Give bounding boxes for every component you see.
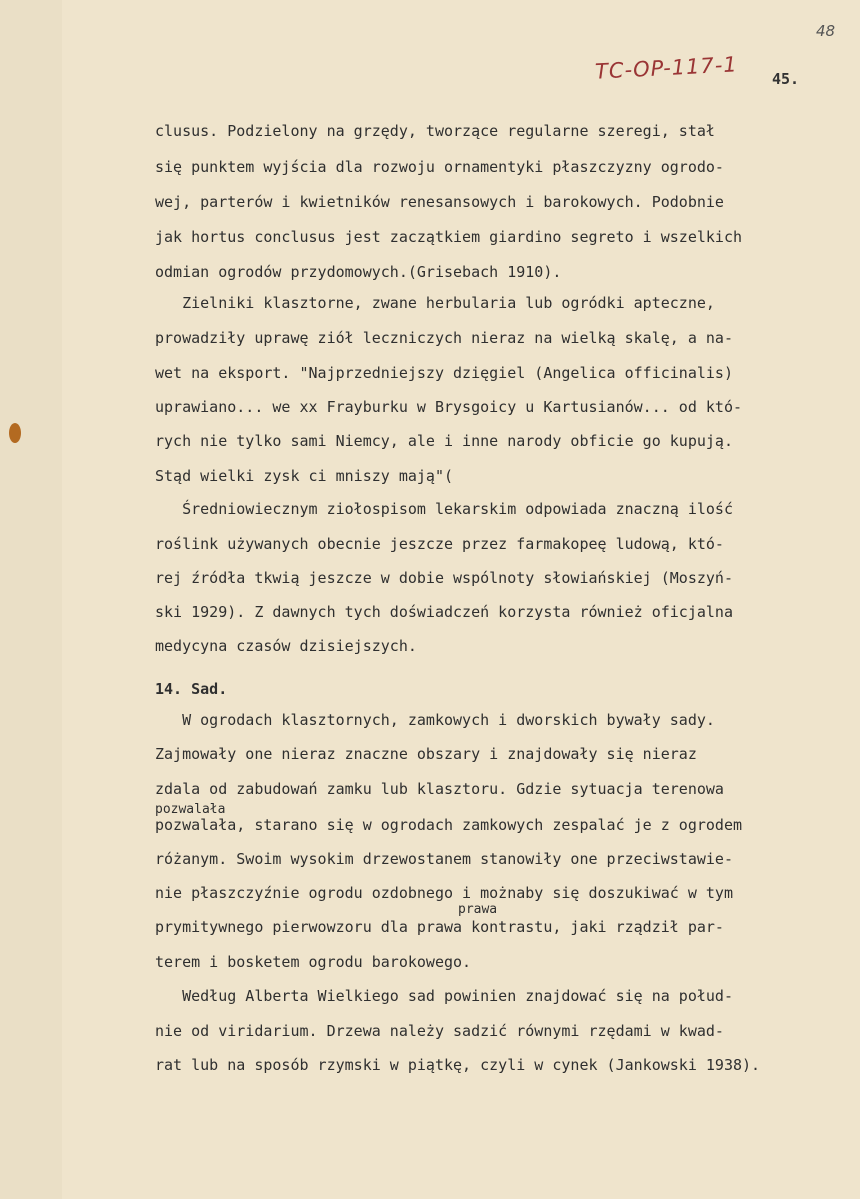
text-line: Średniowiecznym ziołospisom lekarskim odpowiada znaczną ilość [155,500,733,518]
text-line: różanym. Swoim wysokim drzewostanem stanowiły one przeciwstawie- [155,850,733,868]
text-line: Zielniki klasztorne, zwane herbularia lub ogródki apteczne, [155,294,715,312]
text-line: rych nie tylko sami Niemcy, ale i inne narody obficie go kupują. [155,432,733,450]
text-line: medycyna czasów dzisiejszych. [155,637,417,655]
interlinear-insertion: pozwalała [155,802,226,817]
text-line: roślink używanych obecnie jeszcze przez farmakopeę ludową, któ- [155,535,724,553]
text-line: Zajmowały one nieraz znaczne obszary i znajdowały się nieraz [155,745,697,763]
archive-stamp: TC-OP-117-1 [594,52,739,84]
text-line: uprawiano... we xx Frayburku w Brysgoicy u Kartusianów... od któ- [155,398,742,416]
text-line: jak hortus conclusus jest zaczątkiem giardino segreto i wszelkich [155,228,742,246]
text-line: wej, parterów i kwietników renesansowych i barokowych. Podobnie [155,193,724,211]
text-line: wet na eksport. "Najprzedniejszy dzięgiel (Angelica officinalis) [155,364,733,382]
text-line: prowadziły uprawę ziół leczniczych nieraz na wielką skalę, a na- [155,329,733,347]
text-line: prymitywnego pierwowzoru dla prawa kontrastu, jaki rządził par- [155,918,724,936]
document-page [62,0,860,1199]
section-heading: 14. Sad. [155,680,228,698]
text-line: odmian ogrodów przydomowych.(Grisebach 1910). [155,263,562,281]
text-line: nie od viridarium. Drzewa należy sadzić równymi rzędami w kwad- [155,1022,724,1040]
interlinear-insertion: prawa [458,902,498,917]
text-line: zdala od zabudowań zamku lub klasztoru. Gdzie sytuacja terenowa [155,780,724,798]
text-line: clusus. Podzielony na grzędy, tworzące regularne szeregi, stał [155,122,715,140]
page-number: 45. [772,70,800,88]
text-line: nie płaszczyźnie ogrodu ozdobnego i możnaby się doszukiwać w tym [155,884,733,902]
text-line: rat lub na sposób rzymski w piątkę, czyli w cynek (Jankowski 1938). [155,1056,761,1074]
text-line: Według Alberta Wielkiego sad powinien znajdować się na połud- [155,987,733,1005]
text-line: się punktem wyjścia dla rozwoju ornamentyki płaszczyzny ogrodo- [155,158,724,176]
text-line: terem i bosketem ogrodu barokowego. [155,953,472,971]
text-line: ski 1929). Z dawnych tych doświadczeń korzysta również oficjalna [155,603,733,621]
previous-page-edge [0,0,63,1199]
text-line: pozwalała, starano się w ogrodach zamkowych zespalać je z ogrodem [155,816,742,834]
binding-hole [9,423,21,443]
text-line: W ogrodach klasztornych, zamkowych i dworskich bywały sady. [155,711,715,729]
text-line: Stąd wielki zysk ci mniszy mają"( [155,467,454,485]
text-line: rej źródła tkwią jeszcze w dobie wspólnoty słowiańskiej (Moszyń- [155,569,733,587]
folio-number: 48 [816,22,836,40]
